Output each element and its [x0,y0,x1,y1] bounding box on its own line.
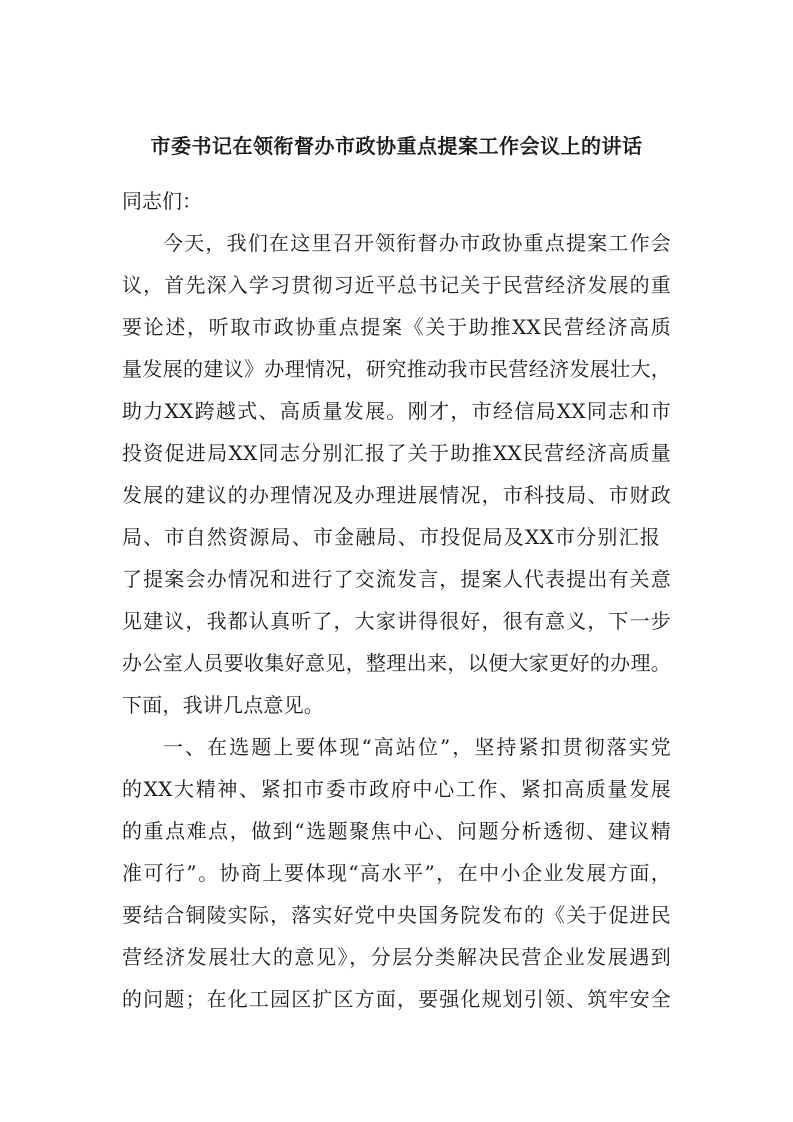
paragraph-line: 的问题；在化工园区扩区方面，要强化规划引领、筑牢安全 [122,987,671,1011]
paragraph-line: 量发展的建议》办理情况，研究推动我市民营经济发展壮大， [122,357,671,381]
paragraph-line: 议，首先深入学习贯彻习近平总书记关于民营经济发展的重 [122,273,671,297]
paragraph-line: 投资促进局XX同志分别汇报了关于助推XX民营经济高质量 [122,441,671,465]
paragraph-line: 局、市自然资源局、市金融局、市投促局及XX市分别汇报 [122,525,660,549]
paragraph-line: 发展的建议的办理情况及办理进展情况，市科技局、市财政 [122,483,671,507]
paragraph-line: 准可行”。协商上要体现“高水平”，在中小企业发展方面， [122,861,671,885]
paragraph-line: 办公室人员要收集好意见，整理出来，以便大家更好的办理。 [122,651,671,675]
paragraph-line: 的XX大精神、紧扣市委市政府中心工作、紧扣高质量发展 [122,777,671,801]
paragraph-line: 下面，我讲几点意见。 [122,693,324,717]
paragraph-line: 营经济发展壮大的意见》，分层分类解决民营企业发展遇到 [122,945,671,969]
salutation: 同志们： [122,189,202,213]
paragraph-line: 要论述，听取市政协重点提案《关于助推XX民营经济高质 [122,315,671,339]
document-title: 市委书记在领衔督办市政协重点提案工作会议上的讲话 [150,134,643,158]
paragraph-line: 了提案会办情况和进行了交流发言，提案人代表提出有关意 [122,567,671,591]
paragraph-line: 一、在选题上要体现“高站位”，坚持紧扣贯彻落实党 [163,735,671,759]
paragraph-line: 今天，我们在这里召开领衔督办市政协重点提案工作会 [163,231,671,255]
paragraph-line: 要结合铜陵实际，落实好党中央国务院发布的《关于促进民 [122,903,671,927]
paragraph-line: 助力XX跨越式、高质量发展。刚才，市经信局XX同志和市 [122,399,671,423]
paragraph-line: 见建议，我都认真听了，大家讲得很好，很有意义，下一步 [122,609,671,633]
paragraph-line: 的重点难点，做到“选题聚焦中心、问题分析透彻、建议精 [122,819,671,843]
